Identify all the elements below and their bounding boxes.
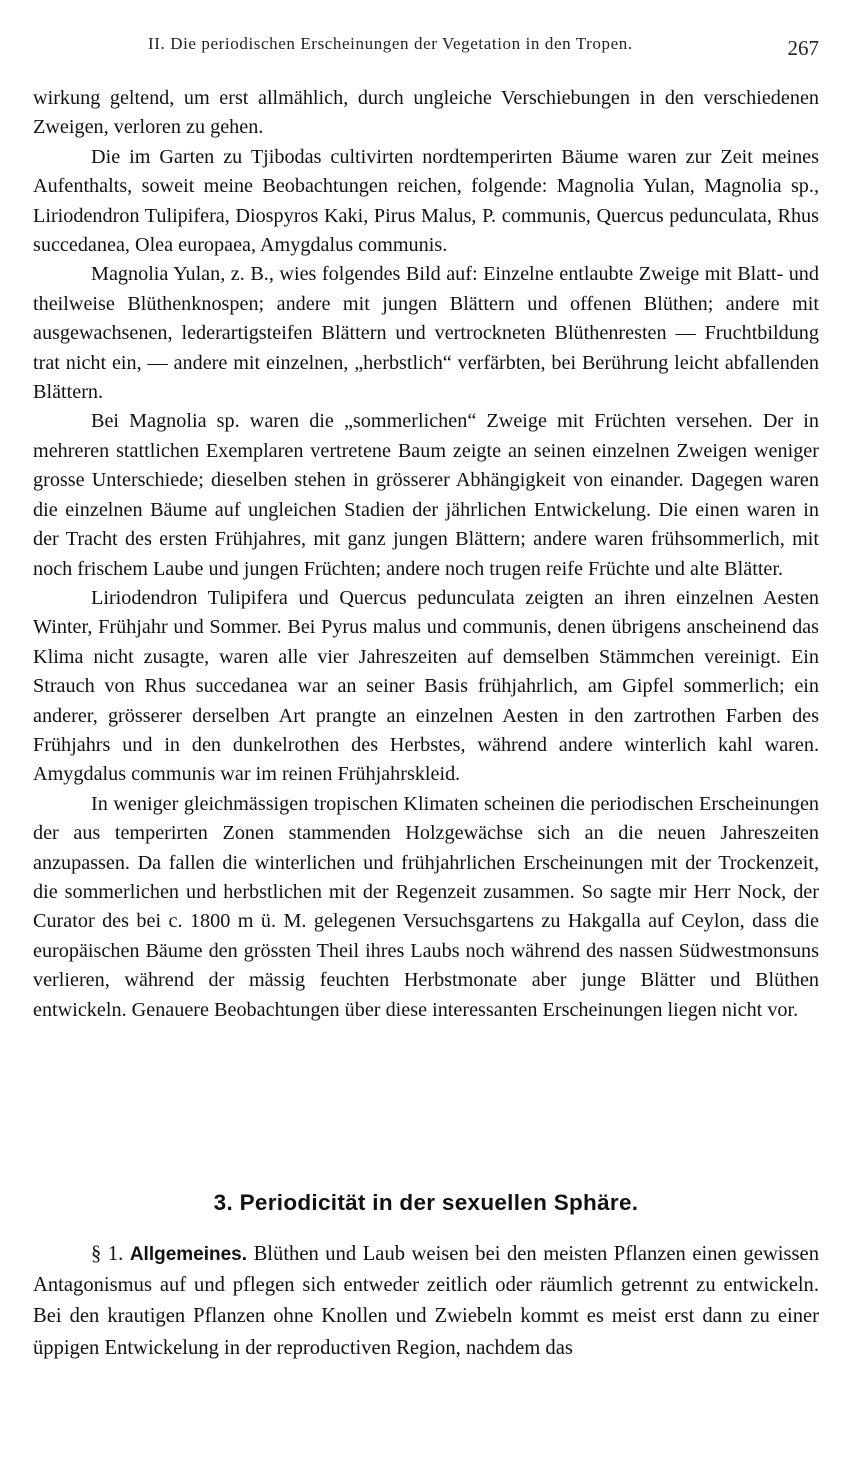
section-heading: 3. Periodicität in der sexuellen Sphäre. (213, 1190, 639, 1215)
book-page (33, 0, 819, 1467)
paragraph-magnolia-yulan: Magnolia Yulan, z. B., wies folgendes Bild auf: Einzelne entlaubte Zweige mit Blatt- und theilweise Blüthenknospen; andere mit jungen Blättern und offenen Blüthen; andere mit ausgewachsenen, lederartigsteifen Blättern und vertrockneten Blüthenresten — Fruchtbildung trat nicht ein, — andere mit einzelnen, „herbstlich“ verfärbten, bei Berührung leicht abfallenden Blättern. (33, 263, 819, 404)
body-text (33, 84, 819, 1025)
running-head (33, 34, 819, 60)
paragraph-trees-list: Die im Garten zu Tjibodas cultivirten nordtemperirten Bäume waren zur Zeit meines Aufenthalts, soweit meine Beobachtungen reichen, folgende: Magnolia Yulan, Magnolia sp., Liriodendron Tulipifera, Diospyros Kaki, Pirus Malus, P. communis, Quercus pedunculata, Rhus succedanea, Olea europaea, Amygdalus communis. (33, 145, 819, 257)
running-title: II. Die periodischen Erscheinungen der Vegetation in den Tropen. (148, 34, 633, 53)
paragraph-magnolia-sp: Bei Magnolia sp. waren die „sommerlichen“ Zweige mit Früchten versehen. Der in mehreren stattlichen Exemplaren vertretene Baum zeigte an seinen einzelnen Zweigen weniger grosse Unterschiede; dieselben stehen in grösserer Abhängigkeit von einander. Dagegen waren die einzelnen Bäume auf ungleichen Stadien der jährlichen Entwickelung. Die einen waren in der Tracht des ersten Frühjahres, mit ganz jungen Blättern; andere waren frühsommerlich, mit noch frischem Laube und jungen Früchten; andere noch trugen reife Früchte und alte Blätter. (33, 410, 819, 580)
subsection-title: Allgemeines. (129, 1244, 248, 1265)
page-number: 267 (787, 36, 819, 60)
subsection-paragraph (33, 1239, 819, 1364)
paragraph-continuation: wirkung geltend, um erst allmählich, durch ungleiche Verschiebungen in den verschiedenen Zweigen, verloren zu gehen. (33, 87, 819, 139)
section-marker: § 1. (91, 1243, 124, 1265)
paragraph-liriodendron: Liriodendron Tulipifera und Quercus pedunculata zeigten an ihren einzelnen Aesten Winter, Frühjahr und Sommer. Bei Pyrus malus und communis, denen übrigens anscheinend das Klima nicht zusagte, waren alle vier Jahreszeiten auf demselben Stämmchen vereinigt. Ein Strauch von Rhus succedanea war an seiner Basis frühjahrlich, am Gipfel sommerlich; ein anderer, grösserer derselben Art prangte an einzelnen Aesten in den zartrothen Farben des Frühjahrs und in den dunkelrothen des Herbstes, während andere winterlich kahl waren. Amygdalus communis war im reinen Frühjahrskleid. (33, 586, 819, 786)
subsection-text: Blüthen und Laub weisen bei den meisten Pflanzen einen gewissen Antagonismus auf und pflegen sich entweder zeitlich oder räumlich getrennt zu entwickeln. Bei den krautigen Pflanzen ohne Knollen und Zwiebeln kommt es meist erst dann zu einer üppigen Entwickelung in der reproductiven Region, nachdem das (33, 1243, 819, 1359)
subsection-allgemeines (33, 1239, 819, 1364)
paragraph-tropical-climates: In weniger gleichmässigen tropischen Klimaten scheinen die periodischen Erscheinungen der aus temperirten Zonen stammenden Holzgewächse sich an die neuen Jahreszeiten anzupassen. Da fallen die winterlichen und frühjahrlichen Erscheinungen mit der Trockenzeit, die sommerlichen und herbstlichen mit der Regenzeit zusammen. So sagte mir Herr Nock, der Curator des bei c. 1800 m ü. M. gelegenen Versuchsgartens zu Hakgalla auf Ceylon, dass die europäischen Bäume den grössten Theil ihres Laubs noch während des nassen Südwestmonsuns verlieren, während der mässig feuchten Herbstmonate aber junge Blätter und Blüthen entwickeln. Genauere Beobachtungen über diese interessanten Erscheinungen liegen nicht vor. (33, 792, 819, 1021)
